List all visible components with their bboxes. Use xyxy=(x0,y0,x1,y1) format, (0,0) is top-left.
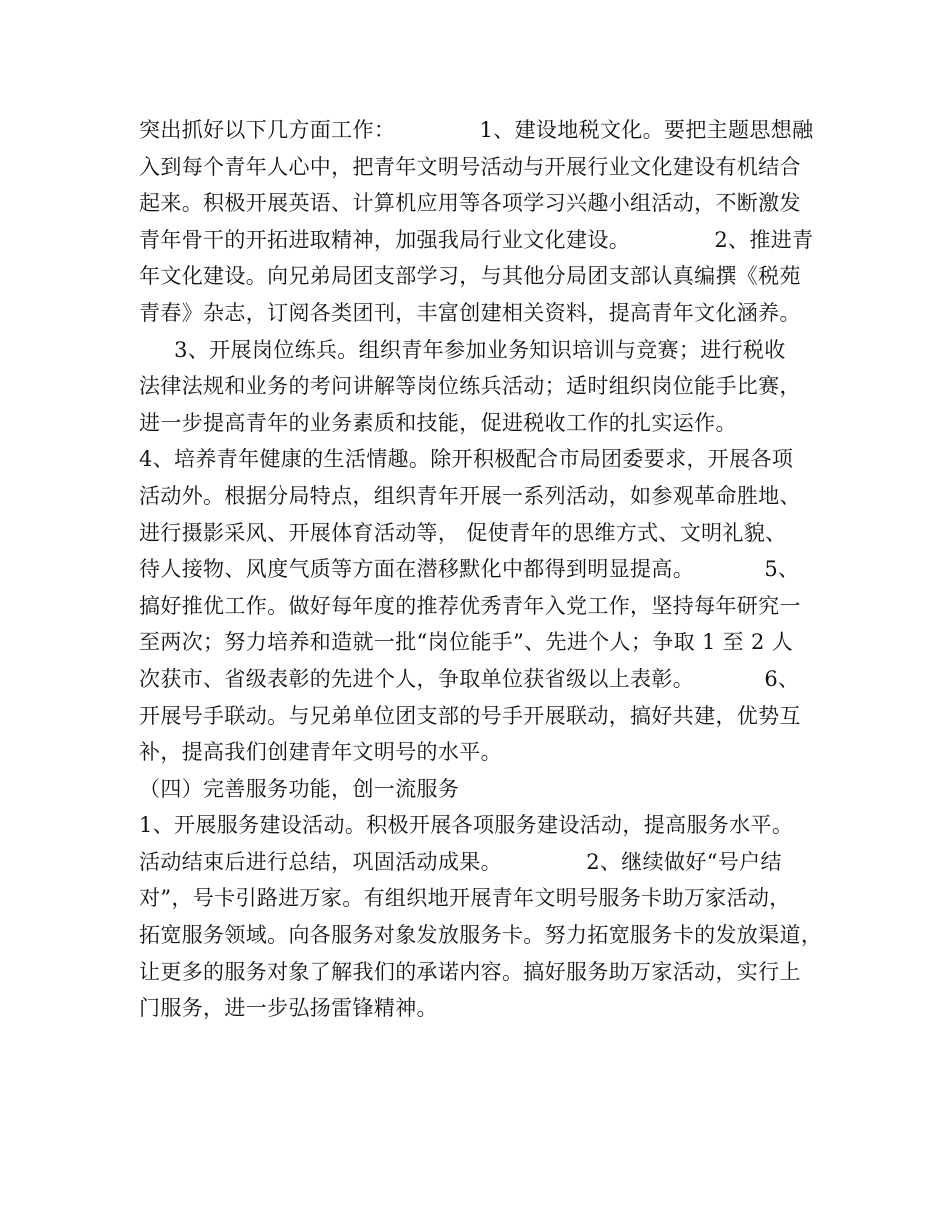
text-line: 法律法规和业务的考问讲解等岗位练兵活动；适时组织岗位能手比赛， xyxy=(139,374,801,399)
text-line: 补，提高我们创建青年文明号的水平。 xyxy=(139,740,502,765)
text-line: 进一步提高青年的业务素质和技能，促进税收工作的扎实运作。 xyxy=(139,410,737,435)
text-line: 门服务，进一步弘扬雷锋精神。 xyxy=(139,996,438,1021)
text-line: 搞好推优工作。做好每年度的推荐优秀青年入党工作，坚持每年研究一 xyxy=(139,593,801,618)
text-line: 对”，号卡引路进万家。有组织地开展青年文明号服务卡助万家活动， xyxy=(139,886,791,911)
text-line: 4、培养青年健康的生活情趣。除开积极配合市局团委要求，开展各项 xyxy=(139,447,794,472)
text-line: 年文化建设。向兄弟局团支部学习，与其他分局团支部认真编撰《税苑 xyxy=(139,264,801,289)
text-line: 次获市、省级表彰的先进个人，争取单位获省级以上表彰。 6、 xyxy=(139,666,800,691)
text-line: 待人接物、风度气质等方面在潜移默化中都得到明显提高。 5、 xyxy=(139,557,800,582)
text-line: 入到每个青年人心中，把青年文明号活动与开展行业文化建设有机结合 xyxy=(139,154,801,179)
text-line: 青春》杂志，订阅各类团刊，丰富创建相关资料，提高青年文化涵养。 xyxy=(139,300,801,325)
text-line: 1、开展服务建设活动。积极开展各项服务建设活动，提高服务水平。 xyxy=(139,813,794,838)
text-line: 起来。积极开展英语、计算机应用等各项学习兴趣小组活动，不断激发 xyxy=(139,191,801,216)
section-heading: （四）完善服务功能，创一流服务 xyxy=(139,776,460,801)
text-line: 突出抓好以下几方面工作： 1、建设地税文化。要把主题思想融 xyxy=(139,118,814,142)
text-line: 至两次；努力培养和造就一批“岗位能手”、先进个人；争取 1 至 2 人 xyxy=(139,630,794,655)
text-line: 活动结束后进行总结，巩固活动成果。 2、继续做好“号户结 xyxy=(139,849,782,874)
body-text xyxy=(139,112,829,1027)
text-line: 活动外。根据分局特点，组织青年开展一系列活动，如参观革命胜地、 xyxy=(139,483,801,508)
text-line: 开展号手联动。与兄弟单位团支部的号手开展联动，搞好共建，优势互 xyxy=(139,703,801,728)
text-line: 3、开展岗位练兵。组织青年参加业务知识培训与竞赛；进行税收 xyxy=(139,337,786,362)
text-line: 进行摄影采风、开展体育活动等， 促使青年的思维方式、文明礼貌、 xyxy=(139,520,787,545)
text-line: 青年骨干的开拓进取精神，加强我局行业文化建设。 2、推进青 xyxy=(139,227,814,252)
text-line: 拓宽服务领域。向各服务对象发放服务卡。努力拓宽服务卡的发放渠道， xyxy=(139,923,823,948)
text-line: 让更多的服务对象了解我们的承诺内容。搞好服务助万家活动，实行上 xyxy=(139,959,801,984)
